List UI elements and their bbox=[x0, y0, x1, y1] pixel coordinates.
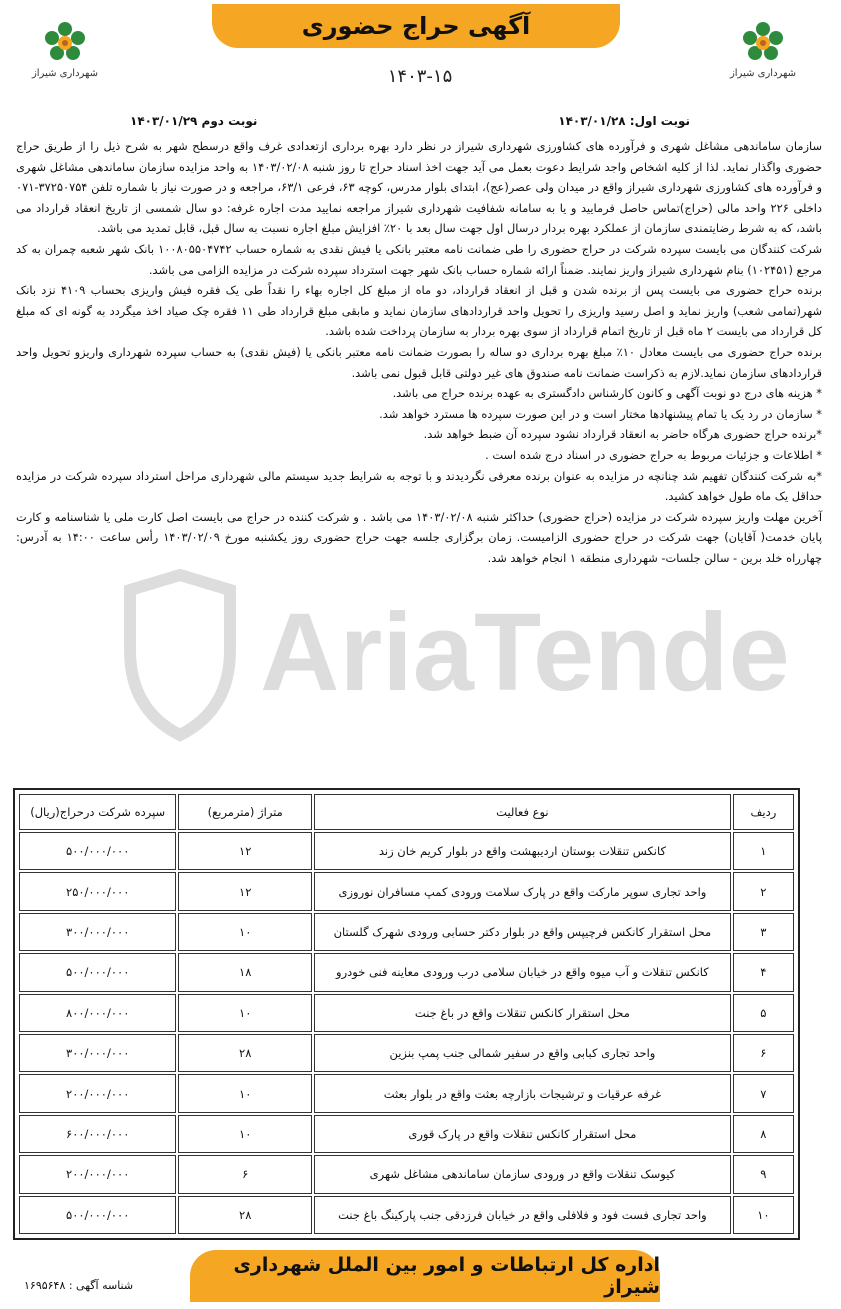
table-row bbox=[19, 994, 794, 1032]
items-table bbox=[17, 792, 796, 1236]
table-row bbox=[19, 1196, 794, 1234]
area-cell: ۲۸ bbox=[178, 1196, 312, 1234]
page-title: آگهی حراج حضوری bbox=[301, 12, 531, 40]
deposit-cell: ۲۵۰/۰۰۰/۰۰۰ bbox=[19, 872, 176, 910]
paragraph-guarantee: برنده حراج حضوری می بایست معادل ۱۰٪ مبلغ بهره برداری دو ساله را بصورت ضمانت نامه معتبر بانکی یا (فیش نقدی) به حساب سپرده شهرداری واریزو تحویل واحد قراردادهای سازمان نماید.لازم به ذکراست ضمانت نامه صندوق های غیر دولتی قابل قبول نمی باشد. bbox=[16, 344, 823, 380]
table-row bbox=[19, 913, 794, 951]
header-activity: نوع فعالیت bbox=[314, 794, 731, 830]
table-row bbox=[19, 1155, 794, 1193]
first-notice-date: نوبت اول: ۱۴۰۳/۰۱/۲۸ bbox=[558, 114, 690, 128]
row-number: ۱۰ bbox=[733, 1196, 794, 1234]
area-cell: ۱۰ bbox=[178, 913, 312, 951]
area-cell: ۱۰ bbox=[178, 994, 312, 1032]
activity-cell: واحد تجاری فست فود و فلافلی واقع در خیابان فرزدقی جنب پارکینگ باغ جنت bbox=[314, 1196, 731, 1234]
shiraz-municipality-logo-left bbox=[30, 20, 100, 94]
header-deposit: سپرده شرکت درحراج(ریال) bbox=[19, 794, 176, 830]
flower-emblem-icon bbox=[740, 20, 786, 66]
paragraph-deposit: شرکت کنندگان می بایست سپرده شرکت در حراج حضوری را طی ضمانت نامه معتبر بانکی یا فیش نقدی به شماره حساب ۱۰۰۸۰۵۵۰۴۷۴۲ بانک شهر شعبه چمران به کد مرجع (۱۰۲۴۵۱) بنام شهرداری شیراز واریز نمایند. ضمناً ارائه شماره حساب بانک شهر جهت استرداد سپرده شرکت در مزایده الزامی می باشد. bbox=[16, 241, 822, 277]
area-cell: ۱۰ bbox=[178, 1115, 312, 1153]
paragraph-deadline: آخرین مهلت واریز سپرده شرکت در مزایده (حراج حضوری) حداکثر شنبه ۱۴۰۳/۰۲/۰۸ می باشد . و شرکت کننده در حراج می بایست اصل کارت ملی یا شناسنامه و کارت پایان خدمت( آقایان) جهت شرکت در حراج حضوری الزامیست. زمان برگزاری جلسه جهت حراج حضوری روز یکشنبه مورخ ۱۴۰۳/۰۲/۰۹ رأس ساعت ۱۴:۰۰ به آدرس: چهارراه خلد برین - سالن جلسات- شهرداری منطقه ۱ انجام خواهد شد. bbox=[16, 509, 822, 565]
aria-tender-watermark-icon bbox=[70, 560, 790, 760]
table-row bbox=[19, 1074, 794, 1112]
ad-number: ۱۴۰۳-۱۵ bbox=[387, 66, 453, 87]
note-ad-costs: * هزینه های درج دو نوبت آگهی و کانون کارشناس دادگستری به عهده برنده حراج می باشد. bbox=[392, 386, 822, 401]
footer-banner bbox=[190, 1250, 660, 1302]
shiraz-municipality-logo-right bbox=[728, 20, 798, 94]
deposit-cell: ۵۰۰/۰۰۰/۰۰۰ bbox=[19, 1196, 176, 1234]
row-number: ۶ bbox=[733, 1034, 794, 1072]
footer-title: اداره کل ارتباطات و امور بین الملل شهرداری شیراز bbox=[233, 1254, 660, 1298]
area-cell: ۱۲ bbox=[178, 832, 312, 870]
table-row bbox=[19, 953, 794, 991]
watermark bbox=[70, 560, 790, 760]
activity-cell: واحد تجاری سوپر مارکت واقع در پارک سلامت ورودی کمپ مسافران نوروزی bbox=[314, 872, 731, 910]
row-number: ۳ bbox=[733, 913, 794, 951]
activity-cell: کیوسک تنقلات واقع در ورودی سازمان ساماندهی مشاغل شهری bbox=[314, 1155, 731, 1193]
activity-cell: کانکس تنقلات بوستان اردیبهشت واقع در بلوار کریم خان زند bbox=[314, 832, 731, 870]
row-number: ۹ bbox=[733, 1155, 794, 1193]
area-cell: ۱۸ bbox=[178, 953, 312, 991]
activity-cell: محل استقرار کانکس تنقلات واقع در باغ جنت bbox=[314, 994, 731, 1032]
row-number: ۱ bbox=[733, 832, 794, 870]
activity-cell: کانکس تنقلات و آب میوه واقع در خیابان سلامی درب ورودی معاینه فنی خودرو bbox=[314, 953, 731, 991]
note-refund: *به شرکت کنندگان تفهیم شد چنانچه در مزایده به عنوان برنده معرفی نگردیدند و با توجه به شرایط جدید سیستم مالی شهرداری مراحل استرداد سپرده شرکت در مزایده حداقل یک ماه طول خواهد کشید. bbox=[16, 468, 822, 504]
note-rejection: * سازمان در رد یک یا تمام پیشنهادها مختار است و در این صورت سپرده ها مسترد خواهد شد. bbox=[379, 406, 822, 421]
area-cell: ۲۸ bbox=[178, 1034, 312, 1072]
flower-emblem-icon bbox=[42, 20, 88, 66]
table-row bbox=[19, 832, 794, 870]
logo-text: شهرداری شیراز bbox=[31, 68, 99, 79]
row-number: ۷ bbox=[733, 1074, 794, 1112]
deposit-cell: ۶۰۰/۰۰۰/۰۰۰ bbox=[19, 1115, 176, 1153]
deposit-cell: ۳۰۰/۰۰۰/۰۰۰ bbox=[19, 913, 176, 951]
paragraph-intro: سازمان ساماندهی مشاغل شهری و فرآورده های کشاورزی شهرداری شیراز در نظر دارد بهره برداری ازتعدادی غرف واقع درسطح شهر به شرح ذیل را از طریق حراج حضوری واگذار نماید. لذا از کلیه اشخاص واجد شرایط دعوت بعمل می آید جهت اخذ اسناد حراج تا روز شنبه ۱۴۰۳/۰۲/۰۸ به واحد مزایده سازمان ساماندهی مشاغل شهری و فرآورده های کشاورزی شهرداری شیراز واقع در میدان ولی عصر(عج)، ابتدای بلوار مدرس، کوچه ۶۳، فرعی ۶۳/۱، مراجعه و در صورت نیاز با شماره تلفن ۳۷۲۵۰۷۵۴-۰۷۱ داخلی ۲۲۶ واحد مالی (حراج)تماس حاصل فرمایید و یا به سامانه شفافیت شهرداری شیراز مراجعه نمایید مدت اجاره غرفه: دو سال شمسی از تاریخ انعقاد قرارداد می باشد، که به شرط رضایتمندی سازمان از عملکرد بهره بردار درسال اول جهت سال بعد با ۲۰٪ افزایش مبلغ اجاره نسبت به سال قبل، قابل تمدید می باشد. bbox=[16, 139, 822, 236]
deposit-cell: ۲۰۰/۰۰۰/۰۰۰ bbox=[19, 1074, 176, 1112]
table-row bbox=[19, 1115, 794, 1153]
items-table-frame bbox=[13, 788, 800, 1240]
table-header-row bbox=[19, 794, 794, 830]
table-row bbox=[19, 872, 794, 910]
area-cell: ۶ bbox=[178, 1155, 312, 1193]
row-number: ۵ bbox=[733, 994, 794, 1032]
deposit-cell: ۵۰۰/۰۰۰/۰۰۰ bbox=[19, 832, 176, 870]
deposit-cell: ۲۰۰/۰۰۰/۰۰۰ bbox=[19, 1155, 176, 1193]
notice-body bbox=[16, 136, 822, 568]
deposit-cell: ۸۰۰/۰۰۰/۰۰۰ bbox=[19, 994, 176, 1032]
row-number: ۸ bbox=[733, 1115, 794, 1153]
ad-code: شناسه آگهی : ۱۶۹۵۶۴۸ bbox=[24, 1279, 134, 1292]
activity-cell: واحد تجاری کبابی واقع در سفیر شمالی جنب پمپ بنزین bbox=[314, 1034, 731, 1072]
activity-cell: محل استقرار کانکس تنقلات واقع در پارک قوری bbox=[314, 1115, 731, 1153]
title-banner bbox=[212, 4, 620, 48]
header-area: متراژ (مترمربع) bbox=[178, 794, 312, 830]
table-row bbox=[19, 1034, 794, 1072]
activity-cell: غرفه عرقیات و ترشیجات بازارچه بعثت واقع در بلوار بعثت bbox=[314, 1074, 731, 1112]
paragraph-payment: برنده حراج حضوری می بایست پس از برنده شدن و قبل از انعقاد قرارداد، دو ماه از مبلغ کل اجاره بهاء را نقداً طی یک فقره فیش واریزی بحساب ۴۱۰۹ نزد بانک شهر(تمامی شعب) واریز نماید و اصل رسید واریزی را تحویل واحد قراردادهای سازمان نماید و مابقی مبلغ قرارداد طی ۱۱ فقره چک صیاد اخذ میگردد به گونه ای که مبلغ کل قرارداد می بایست ۲ ماه قبل از تاریخ اتمام قرارداد از سوی بهره بردار به سازمان پرداخت شده باشد. bbox=[16, 283, 823, 339]
watermark-text: AriaTender bbox=[260, 591, 790, 714]
deposit-cell: ۵۰۰/۰۰۰/۰۰۰ bbox=[19, 953, 176, 991]
deposit-cell: ۳۰۰/۰۰۰/۰۰۰ bbox=[19, 1034, 176, 1072]
notice-dates bbox=[130, 114, 690, 132]
area-cell: ۱۲ bbox=[178, 872, 312, 910]
row-number: ۴ bbox=[733, 953, 794, 991]
note-details: * اطلاعات و جزئیات مربوط به حراج حضوری در اسناد درج شده است . bbox=[485, 447, 822, 462]
note-forfeit: *برنده حراج حضوری هرگاه حاضر به انعقاد قرارداد نشود سپرده آن ضبط خواهد شد. bbox=[423, 427, 822, 442]
area-cell: ۱۰ bbox=[178, 1074, 312, 1112]
row-number: ۲ bbox=[733, 872, 794, 910]
second-notice-date: نوبت دوم ۱۴۰۳/۰۱/۲۹ bbox=[130, 114, 258, 128]
activity-cell: محل استقرار کانکس فرچیپس واقع در بلوار دکتر حسابی ورودی شهرک گلستان bbox=[314, 913, 731, 951]
header-row-number: ردیف bbox=[733, 794, 794, 830]
logo-text: شهرداری شیراز bbox=[729, 68, 797, 79]
